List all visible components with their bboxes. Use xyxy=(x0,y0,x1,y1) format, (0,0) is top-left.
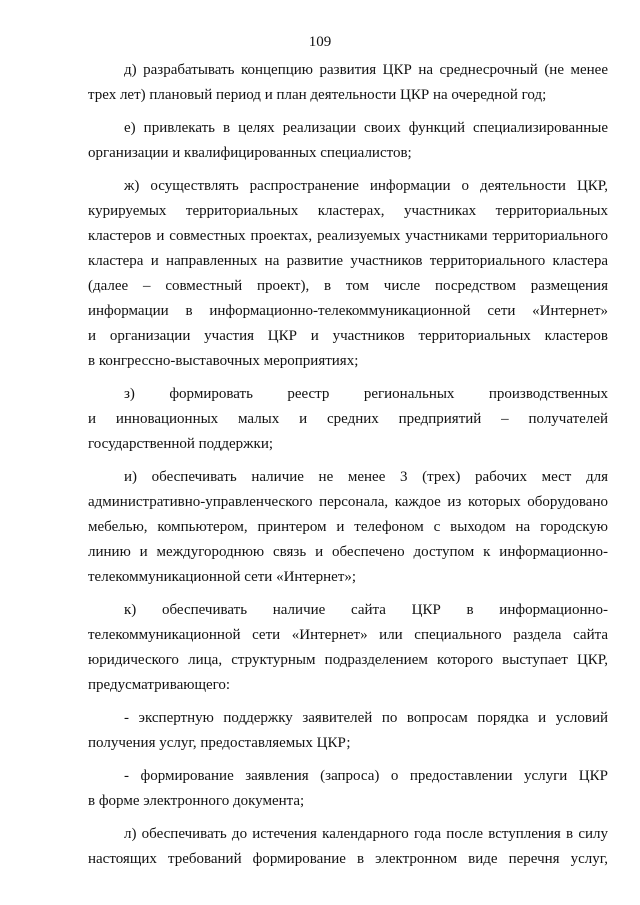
text-line: з) формировать реестр региональных производственных xyxy=(124,386,608,402)
paragraph xyxy=(88,174,608,374)
text-line: - экспертную поддержку заявителей по вопросам порядка и условий xyxy=(124,710,608,726)
text-line: государственной поддержки; xyxy=(88,436,274,452)
text-line: д) разрабатывать концепцию развития ЦКР на среднесрочный (не менее xyxy=(124,62,608,78)
paragraph xyxy=(88,764,608,814)
document-body xyxy=(88,58,608,872)
paragraph xyxy=(88,382,608,457)
text-line: курируемых территориальных кластерах, участниках территориальных xyxy=(88,203,608,219)
text-line: трех лет) плановый период и план деятельности ЦКР на очередной год; xyxy=(88,87,547,103)
paragraph xyxy=(88,598,608,698)
paragraph xyxy=(88,706,608,756)
text-line: кластеров и совместных проектах, реализуемых участниками территориального xyxy=(88,228,608,244)
text-line: к) обеспечивать наличие сайта ЦКР в информационно- xyxy=(124,602,608,618)
text-line: - формирование заявления (запроса) о предоставлении услуги ЦКР xyxy=(124,768,608,784)
text-line: настоящих требований формирование в электронном виде перечня услуг, xyxy=(88,851,608,867)
paragraph xyxy=(88,116,608,166)
text-line: ж) осуществлять распространение информации о деятельности ЦКР, xyxy=(124,178,608,194)
text-line: в конгрессно-выставочных мероприятиях; xyxy=(88,353,359,369)
text-line: линию и междугороднюю связь и обеспечено доступом к информационно- xyxy=(88,544,608,560)
text-line: телекоммуникационной сети «Интернет» или специального раздела сайта xyxy=(88,627,608,643)
paragraph xyxy=(88,58,608,108)
text-line: получения услуг, предоставляемых ЦКР; xyxy=(88,735,351,751)
text-line: и) обеспечивать наличие не менее 3 (трех) рабочих мест для xyxy=(124,469,608,485)
paragraph xyxy=(88,465,608,590)
text-line: в форме электронного документа; xyxy=(88,793,305,809)
text-line: (далее – совместный проект), в том числе посредством размещения xyxy=(88,278,608,294)
text-line: телекоммуникационной сети «Интернет»; xyxy=(88,569,357,585)
text-line: предусматривающего: xyxy=(88,677,231,693)
text-line: л) обеспечивать до истечения календарного года после вступления в силу xyxy=(124,826,608,842)
text-line: и инновационных малых и средних предприятий – получателей xyxy=(88,411,608,427)
text-line: е) привлекать в целях реализации своих функций специализированные xyxy=(124,120,608,136)
text-line: информации в информационно-телекоммуникационной сети «Интернет» xyxy=(88,303,608,319)
text-line: кластера и направленных на развитие участников территориального кластера xyxy=(88,253,608,269)
text-line: мебелью, компьютером, принтером и телефоном с выходом на городскую xyxy=(88,519,608,535)
page-number: 109 xyxy=(308,34,332,50)
paragraph xyxy=(88,822,608,872)
text-line: юридического лица, структурным подразделением которого выступает ЦКР, xyxy=(88,652,608,668)
text-line: и организации участия ЦКР и участников территориальных кластеров xyxy=(88,328,608,344)
text-line: организации и квалифицированных специалистов; xyxy=(88,145,412,161)
text-line: административно-управленческого персонала, каждое из которых оборудовано xyxy=(88,494,608,510)
